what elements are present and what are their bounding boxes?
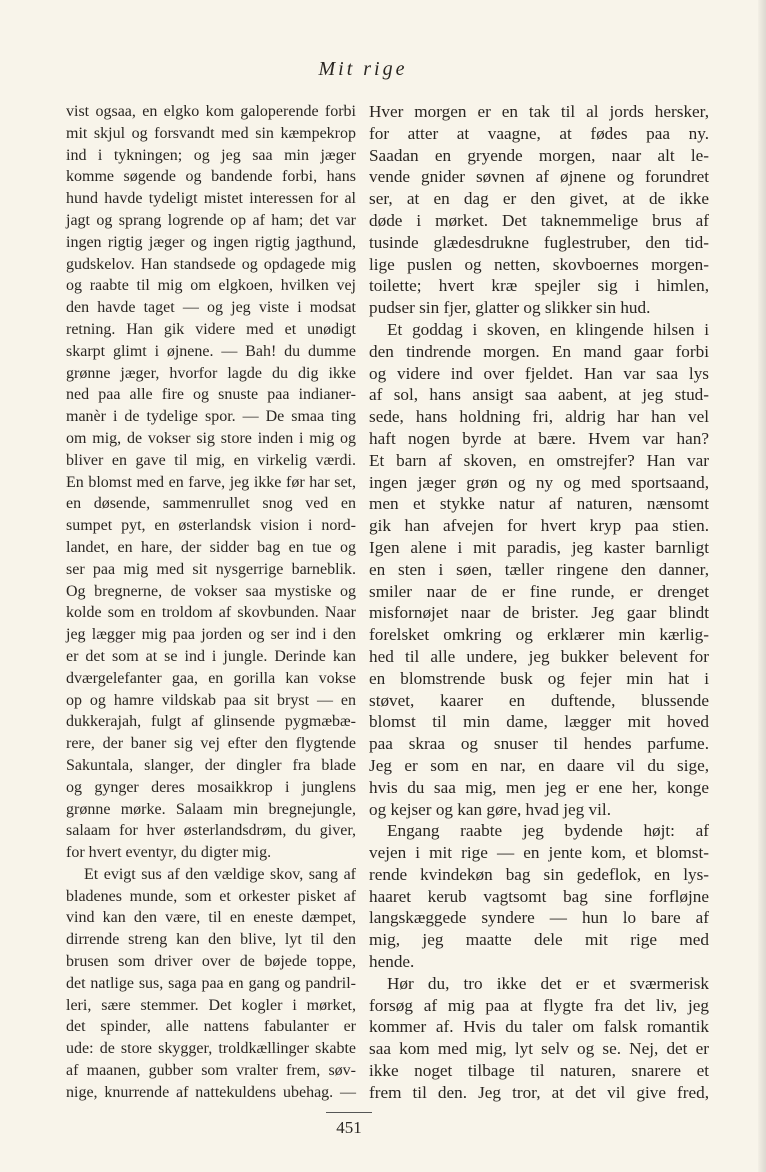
text-line: komme søgende og bandende forbi, hans (66, 168, 356, 186)
text-line: den tindrende morgen. En mand gaar forbi (369, 341, 709, 361)
text-line: sede, hans holdning fri, aldrig har han vel (369, 407, 709, 427)
text-line: er det som at se ind i jungle. Derinde kan (66, 647, 356, 665)
text-line: forsøg af mig paa at flygte fra det liv, jeg (369, 995, 709, 1015)
text-line: manèr i de tydelige spor. — De smaa ting (66, 408, 356, 426)
text-line: gudskelov. Han standsede og opdagede mig (66, 255, 356, 273)
text-line: dukkerajah, fulgt af glinsende pygmæbæ- (66, 713, 356, 731)
text-line: ser paa mig med sit nysgerrige barneblik. (66, 560, 356, 578)
text-line: vejen i mit rige — en jente kom, et blomst- (369, 843, 709, 863)
text-line: om mig, de vokser sig store inden i mig og (66, 429, 356, 447)
text-line: og videre ind over fjeldet. Han var saa lys (369, 363, 709, 383)
text-line: grønne mørke. Salaam min bregnejungle, (66, 800, 356, 818)
text-line: brusen som driver over de bøjede toppe, (66, 953, 356, 971)
text-line: bladenes munde, som et orkester pisket af (66, 887, 356, 905)
text-line: bliver en gave til mig, en virkelig værdi. (66, 451, 356, 469)
text-line: vind kan den være, til en eneste dæmpet, (66, 909, 356, 927)
text-line: jeg lægger mig paa jorden og ser ind i den (66, 626, 356, 644)
text-line: kolde som en troldom af skovbunden. Naar (66, 604, 356, 622)
running-head: Mit rige (318, 58, 408, 80)
text-line: smiler naar de er fine runde, er drenget (369, 581, 709, 601)
text-line: grønne jæger, hvorfor lagde du dig ikke (66, 364, 356, 382)
text-line: og gynger deres mosaikkrop i junglens (66, 778, 356, 796)
text-line: Et barn af skoven, en omstrejfer? Han var (369, 450, 709, 470)
text-line: og kejser og kan gøre, hvad jeg vil. (369, 799, 611, 819)
text-line: mig, jeg maatte dele mit rige med (369, 930, 709, 950)
text-line: Jeg er som en nar, en daare vil du sige, (369, 755, 709, 775)
text-line: pudser sin fjer, glatter og slikker sin hud. (369, 298, 651, 318)
text-line: ser, at en dag er den givet, at de ikke (369, 189, 709, 209)
text-line: en sten i søen, tæller ringene den danner, (369, 559, 709, 579)
text-line: frem til den. Jeg tror, at det vil give fred, (369, 1082, 709, 1102)
text-line: lige puslen og netten, skovboernes morgen- (369, 254, 709, 274)
text-line: det spinder, alle nattens fabulanter er (66, 1018, 356, 1036)
text-line: støvet, kaarer en duftende, blussende (369, 690, 709, 710)
text-line: haft nogen byrde at bære. Hvem var han? (369, 428, 709, 448)
text-line: rere, der baner sig vej efter den flygtende (66, 735, 356, 753)
text-line: dirrende streng kan den blive, lyt til den (66, 931, 356, 949)
text-line: saa kom med mig, lyt selv og se. Nej, det er (369, 1039, 709, 1059)
text-line: af maanen, gubber som vralter frem, søv- (66, 1062, 356, 1080)
left-column (66, 101, 356, 1104)
text-line: hende. (369, 952, 415, 972)
text-line: blomst til min dame, lægger mit hoved (369, 712, 709, 732)
text-line: ikke noget tilbage til naturen, snarere et (369, 1061, 709, 1081)
page-edge (758, 0, 766, 1172)
text-line: hund havde tydeligt mistet interessen for al (66, 190, 356, 208)
text-line: salaam for hver østerlandsdrøm, du giver, (66, 822, 356, 840)
text-line: Et evigt sus af den vældige skov, sang af (84, 865, 356, 883)
text-line: tusinde glædesdrukne fuglestruber, den tid- (369, 232, 709, 252)
text-line: gik han afvejen for hvert kryp paa stien. (369, 516, 709, 536)
text-line: mit skjul og forsvandt med sin kæmpekrop (66, 124, 356, 142)
text-line: af sol, hans ansigt saa aabent, at jeg stud- (369, 385, 709, 405)
text-line: dværgelefanter gaa, en gorilla kan vokse (66, 669, 356, 687)
text-line: for hvert eventyr, du digter mig. (66, 844, 272, 862)
text-line: det natlige sus, saga paa en gang og pandril- (66, 974, 356, 992)
text-line: hed til alle undere, jeg bukker belevent for (369, 646, 709, 666)
text-line: leri, sære stemmer. Det kogler i mørket, (66, 996, 356, 1014)
text-line: en døsende, sammenrullet snog ved en (66, 495, 356, 513)
text-line: hvis du saa mig, men jeg er ene her, konge (369, 777, 709, 797)
text-line: døde i mørket. Det taknemmelige brus af (369, 210, 709, 230)
text-line: nige, knurrende af nattekuldens ubehag. — (66, 1083, 356, 1101)
text-line: paa skraa og snuser til hendes parfume. (369, 734, 709, 754)
folio-rule (326, 1112, 372, 1113)
text-line: ude: de store skygger, troldkællinger skabte (66, 1040, 356, 1058)
text-line: langskæggede syndere — hun lo bare af (369, 908, 709, 928)
text-line: en blomstrende busk og fejer min hat i (369, 668, 709, 688)
page-number: 451 (336, 1118, 362, 1137)
text-line: skarpt glimt i øjnene. — Bah! du dumme (66, 342, 356, 360)
text-line: rende kvindekøn bag sin gedeflok, en lys- (369, 864, 709, 884)
text-line: ingen jæger grøn og ny og med sportsaand, (369, 472, 709, 492)
text-line: vist ogsaa, en elgko kom galoperende forbi (66, 103, 356, 120)
text-line: ned paa alle fire og snuste paa indianer- (66, 386, 356, 404)
text-line: landet, en hare, der sidder bag en tue og (66, 538, 356, 556)
text-line: Hør du, tro ikke det er et sværmerisk (387, 973, 709, 993)
text-line: vende gnider søvnen af øjnene og forundret (369, 167, 709, 187)
text-line: op og hamre vildskab paa sit bryst — en (66, 691, 356, 709)
text-line: ingen rigtig jæger og ingen rigtig jagthund, (66, 233, 356, 251)
text-line: forelsket omkring og erklærer min kærlig- (369, 625, 709, 645)
text-line: Sakuntala, slanger, der dingler fra blade (66, 756, 356, 774)
text-line: Engang raabte jeg bydende højt: af (387, 821, 709, 841)
text-line: haaret kerub vagtsomt bag sine forfløjne (369, 886, 709, 906)
text-line: Et goddag i skoven, en klingende hilsen i (387, 319, 709, 339)
text-line: toilette; hvert kræ spejler sig i himlen, (369, 276, 709, 296)
text-line: kommer af. Hvis du taler om falsk romantik (369, 1017, 709, 1037)
text-line: Saadan en gryende morgen, naar alt le- (369, 145, 709, 165)
text-line: sumpet pyt, en østerlandsk vision i nord- (66, 517, 356, 535)
text-line: for atter at vaagne, at fødes paa ny. (369, 123, 709, 143)
text-line: misfornøjet naar de brister. Jeg gaar blindt (369, 603, 709, 623)
right-column (369, 101, 709, 1104)
text-line: Hver morgen er en tak til al jords hersker, (369, 102, 709, 121)
text-line: Og bregnerne, de vokser saa mystiske og (66, 582, 356, 600)
text-line: men et stykke natur af naturen, nænsomt (369, 494, 709, 514)
text-line: retning. Han gik videre med et unødigt (66, 320, 356, 338)
text-line: Igen alene i mit paradis, jeg kaster barnligt (369, 537, 709, 557)
text-line: og raabte til mig om elgkoen, hvilken vej (66, 277, 356, 295)
text-line: En blomst med en farve, jeg ikke før har set, (66, 473, 356, 491)
text-line: jagt og sprang logrende op af ham; det var (66, 211, 356, 229)
text-line: ind i tykningen; og jeg saa min jæger (66, 146, 356, 164)
text-line: den havde taget — og jeg viste i modsat (66, 299, 356, 317)
